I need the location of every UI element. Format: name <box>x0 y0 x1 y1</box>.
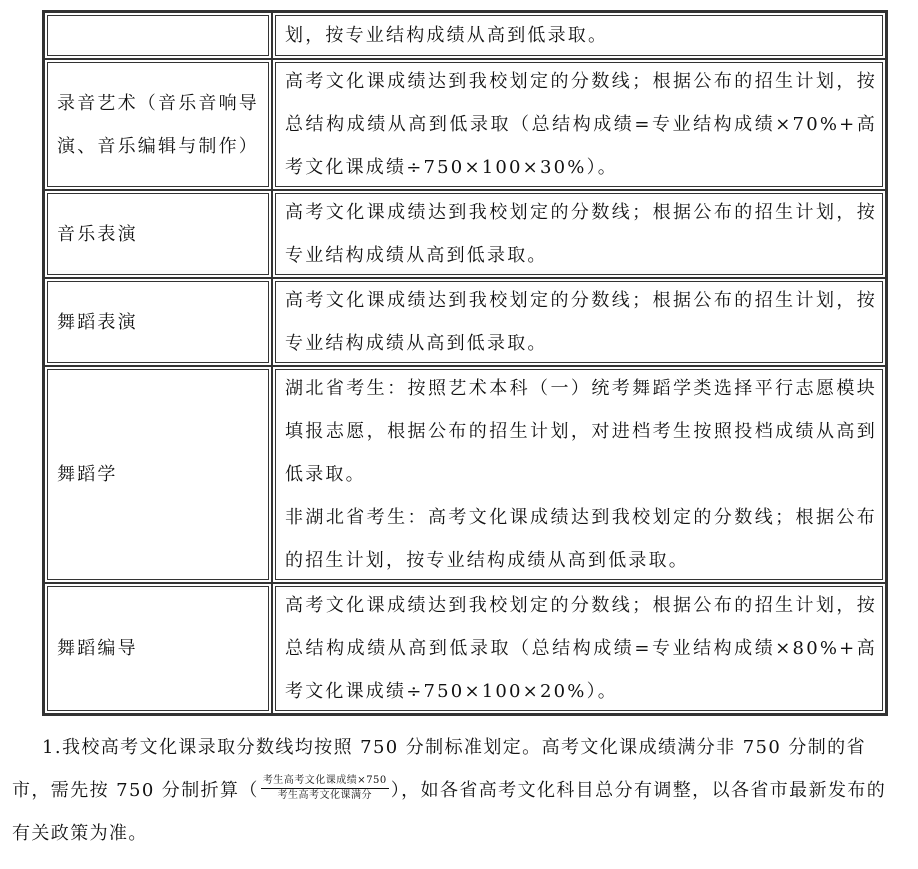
table-row <box>44 12 886 59</box>
rule-cell <box>272 278 886 366</box>
major-cell <box>44 12 272 59</box>
rule-cell <box>272 583 886 714</box>
major-cell: 舞蹈学 <box>44 366 272 583</box>
rule-cell <box>272 59 886 190</box>
rule-cell <box>272 12 886 59</box>
rule-text: 高考文化课成绩达到我校划定的分数线；根据公布的招生计划，按专业结构成绩从高到低录取。 <box>285 202 877 266</box>
major-cell: 舞蹈表演 <box>44 278 272 366</box>
table-row <box>44 59 886 190</box>
major-cell: 音乐表演 <box>44 190 272 278</box>
rule-text: 非湖北省考生：高考文化课成绩达到我校划定的分数线；根据公布的招生计划，按专业结构成绩从高到低录取。 <box>285 507 877 571</box>
major-cell: 舞蹈编导 <box>44 583 272 714</box>
table-row <box>44 278 886 366</box>
table-row <box>44 190 886 278</box>
rule-text: 高考文化课成绩达到我校划定的分数线；根据公布的招生计划，按总结构成绩从高到低录取（总结构成绩=专业结构成绩×70%+高考文化课成绩÷750×100×30%）。 <box>285 71 877 178</box>
footnote-paragraph <box>12 726 904 855</box>
rule-text: 划，按专业结构成绩从高到低录取。 <box>285 25 609 46</box>
rule-cell <box>272 190 886 278</box>
rule-text: 高考文化课成绩达到我校划定的分数线；根据公布的招生计划，按总结构成绩从高到低录取（总结构成绩=专业结构成绩×80%+高考文化课成绩÷750×100×20%）。 <box>285 595 877 702</box>
fraction-numerator: 考生高考文化课成绩×750 <box>261 774 389 789</box>
rule-text: 湖北省考生：按照艺术本科（一）统考舞蹈学类选择平行志愿模块填报志愿，根据公布的招生计划，对进档考生按照投档成绩从高到低录取。 <box>285 378 877 485</box>
rule-text: 高考文化课成绩达到我校划定的分数线；根据公布的招生计划，按专业结构成绩从高到低录取。 <box>285 290 877 354</box>
table-row <box>44 583 886 714</box>
fraction-denominator: 考生高考文化课满分 <box>277 789 373 801</box>
footnote-text-part2: ），如各省高考文化科目总分有调整，以各省市最新发布的有关政策为准。 <box>12 780 887 844</box>
table-row <box>44 366 886 583</box>
major-cell: 录音艺术（音乐音响导演、音乐编辑与制作） <box>44 59 272 190</box>
admission-rules-table <box>42 10 888 716</box>
admission-rules-table-wrapper <box>42 10 877 716</box>
rule-cell <box>272 366 886 583</box>
footnote-text-part1: 1.我校高考文化课录取分数线均按照 750 分制标准划定。高考文化课成绩满分非 750 分制的省市，需先按 750 分制折算（ <box>12 737 866 801</box>
conversion-formula-fraction <box>261 774 389 803</box>
